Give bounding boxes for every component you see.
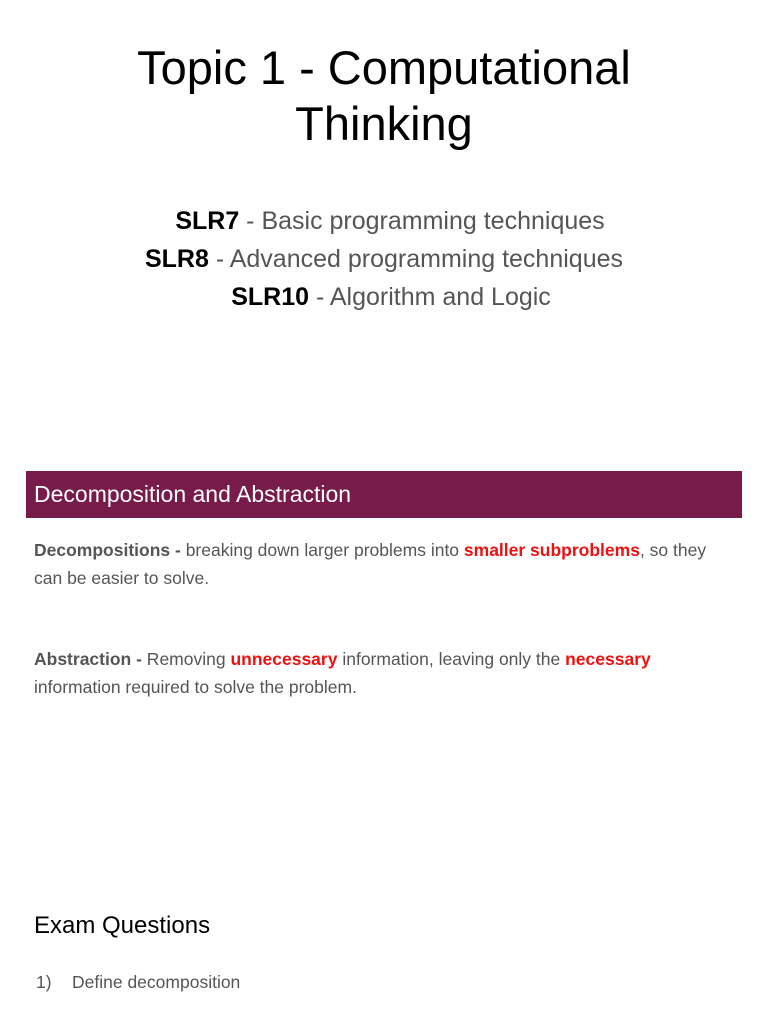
slr-item <box>0 202 768 240</box>
slr-description: Advanced programming techniques <box>229 245 624 273</box>
question-text: Define decomposition <box>72 972 241 992</box>
slr-code: SLR10 <box>231 283 309 311</box>
exam-question-item <box>36 968 240 996</box>
slr-description: Basic programming techniques <box>261 207 605 235</box>
definition-term: Decompositions - <box>34 540 181 560</box>
title-line-1: Topic 1 - Computational <box>137 41 631 94</box>
decomposition-definition <box>34 536 734 592</box>
slr-item <box>0 240 768 278</box>
highlight-text: smaller subproblems <box>463 540 640 560</box>
definition-text: information required to solve the problem. <box>34 677 357 697</box>
highlight-text: unnecessary <box>230 649 338 669</box>
slr-separator: - <box>208 245 230 273</box>
abstraction-definition <box>34 645 734 701</box>
slr-code: SLR7 <box>175 207 240 235</box>
question-number: 1) <box>36 972 52 992</box>
section-banner <box>26 471 742 518</box>
definition-text: information, leaving only the <box>337 649 566 669</box>
slr-list <box>0 202 768 316</box>
slr-item <box>0 278 768 316</box>
slr-separator: - <box>309 283 330 311</box>
highlight-text: necessary <box>565 649 651 669</box>
exam-questions-heading: Exam Questions <box>34 912 211 939</box>
exam-question-list <box>36 968 240 996</box>
slr-separator: - <box>239 207 262 235</box>
definition-text: breaking down larger problems into <box>180 540 464 560</box>
slr-code: SLR8 <box>144 245 209 273</box>
section-banner-title: Decomposition and Abstraction <box>34 481 352 507</box>
definition-text: , so they can be easier to solve. <box>34 540 707 588</box>
slr-description: Algorithm and Logic <box>329 283 551 311</box>
page-title <box>0 40 768 152</box>
title-line-2: Thinking <box>295 97 473 150</box>
definition-term: Abstraction - <box>34 649 142 669</box>
definition-text: Removing <box>141 649 231 669</box>
